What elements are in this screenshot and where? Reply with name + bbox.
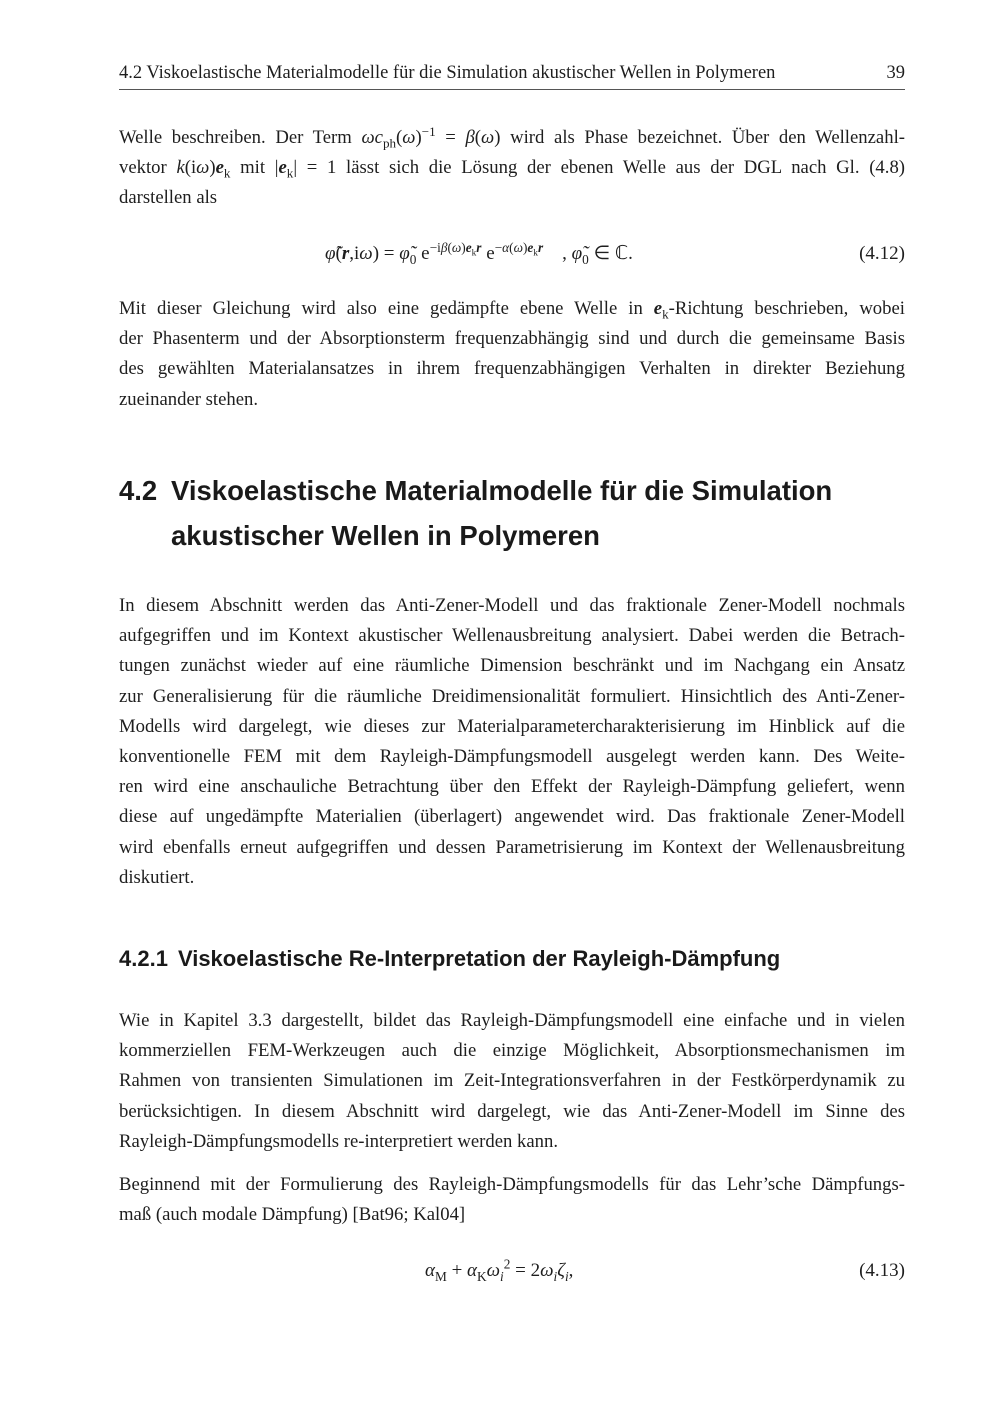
text-line: zur Generalisierung für die räumliche Dreidimensionalität formuliert. Hinsichtlich des Anti-Zener- (119, 685, 905, 707)
running-header (119, 60, 905, 90)
section-number: 4.2 (119, 475, 158, 506)
subsection-number: 4.2.1 (119, 946, 168, 971)
text-line: berücksichtigen. In diesem Abschnitt wird dargelegt, wie das Anti-Zener-Modell im Sinne des (119, 1100, 905, 1122)
text-line: Welle beschreiben. Der Term $\omega c_{ph}(\omega)^{-1} = \beta(\omega)$ wird als Phase bezeichnet. Über den Wellenzahl- (119, 123, 905, 151)
text-line: In diesem Abschnitt werden das Anti-Zener-Modell und das fraktionale Zener-Modell nochmals (119, 595, 905, 616)
section-title-text (171, 468, 871, 558)
text-line: vektor $k(i\omega)e_k$ mit $|e_k| = 1$ lässt sich die Lösung der ebenen Welle aus der DGL nach Gl. (4.8) (119, 157, 906, 181)
text-line: Rayleigh-Dämpfungsmodells re-interpretiert werden kann. (119, 1130, 559, 1152)
text-line: der Phasenterm und der Absorptionsterm frequenzabhängig sind und durch die gemeinsame Basis (119, 328, 905, 350)
text-line: aufgegriffen und im Kontext akustischer Wellenausbreitung analysiert. Dabei werden die Betrach- (119, 625, 905, 647)
text-line: wird ebenfalls erneut aufgegriffen und dessen Parametrisierung im Kontext der Wellenausbreitung (119, 836, 905, 858)
text-line: darstellen als (119, 187, 218, 209)
equation-4-12 (119, 237, 905, 271)
text-line: kommerziellen FEM-Werkzeugen auch die einzige Möglichkeit, Absorptionsmechanismen im (119, 1040, 905, 1062)
text-line: Beginnend mit der Formulierung des Rayleigh-Dämpfungsmodells für das Lehr’sche Dämpfungs- (119, 1174, 905, 1195)
paragraph-lehr-damping (119, 1170, 905, 1230)
section-title-line: Viskoelastische Materialmodelle für die Simulation (171, 475, 833, 506)
page-number: 39 (886, 63, 905, 83)
text-line: des gewählten Materialansatzes in ihrem frequenzabhängigen Verhalten in direkter Beziehung (119, 358, 905, 380)
paragraph-wave-description (119, 123, 905, 214)
text-line: tungen zunächst wieder auf eine räumliche Dimension beschränkt und im Nachgang ein Ansatz (119, 655, 905, 677)
subsection-heading-4-2-1 (119, 944, 905, 974)
equation-4-12-body: φ̃(r,iω) = $\varphĩ_0$ $e^{-i\beta(\omega)e_kr}$ $e^{-\alpha(\omega)e_kr}$ , $\varphĩ_0$ ∈ ℂ. (325, 239, 633, 267)
equation-number: (4.13) (859, 1260, 905, 1281)
running-title: 4.2 Viskoelastische Materialmodelle für die Simulation akustischer Wellen in Polymeren (119, 63, 776, 83)
text-line: Wie in Kapitel 3.3 dargestellt, bildet das Rayleigh-Dämpfungsmodell eine einfache und in vielen (119, 1010, 905, 1031)
text-line: Rahmen von transienten Simulationen im Zeit-Integrationsverfahren in der Festkörperdynamik zu (119, 1070, 905, 1092)
text-line: konventionelle FEM mit dem Rayleigh-Dämpfungsmodell ausgelegt werden kann. Des Weite- (119, 746, 905, 768)
equation-4-13-body: $\alpha_M + \alpha_K\omega_i^2 = 2\omega_i\zeta_i$, (425, 1256, 574, 1284)
wavenumber-vector-formula: $k(i\omega)e_k$ (176, 157, 231, 181)
paragraph-rayleigh-intro (119, 1006, 905, 1157)
text-line: zueinander stehen. (119, 388, 259, 410)
paragraph-section-intro (119, 591, 905, 893)
direction-vector-symbol: $e_k$ (653, 298, 669, 322)
text-line: diskutiert. (119, 866, 195, 888)
unit-vector-norm-formula: $|e_k| = 1$ (274, 157, 337, 181)
text-line: diese auf ungedämpfte Materialien (überlagert) angewendet wird. Das fraktionale Zener-Modell (119, 806, 905, 828)
phase-term-formula: $\omega c_{ph}(\omega)^{-1} = \beta(\omega)$ (361, 123, 501, 151)
text-line: maß (auch modale Dämpfung) [Bat96; Kal04] (119, 1204, 466, 1226)
paragraph-damped-wave (119, 294, 905, 415)
equation-number: (4.12) (859, 243, 905, 264)
text-line: Modells wird dargelegt, wie dieses zur Materialparametercharakterisierung im Hinblick auf die (119, 715, 905, 737)
subsection-title-text: Viskoelastische Re-Interpretation der Rayleigh-Dämpfung (177, 946, 781, 971)
section-title-line: akustischer Wellen in Polymeren (171, 520, 600, 551)
text-line: ren wird eine anschauliche Betrachtung über den Effekt der Rayleigh-Dämpfung geliefert, wenn (119, 776, 905, 798)
equation-4-13 (119, 1254, 905, 1288)
text-line: Mit dieser Gleichung wird also eine gedämpfte ebene Welle in $e_k$-Richtung beschrieben, wobei (119, 298, 905, 322)
